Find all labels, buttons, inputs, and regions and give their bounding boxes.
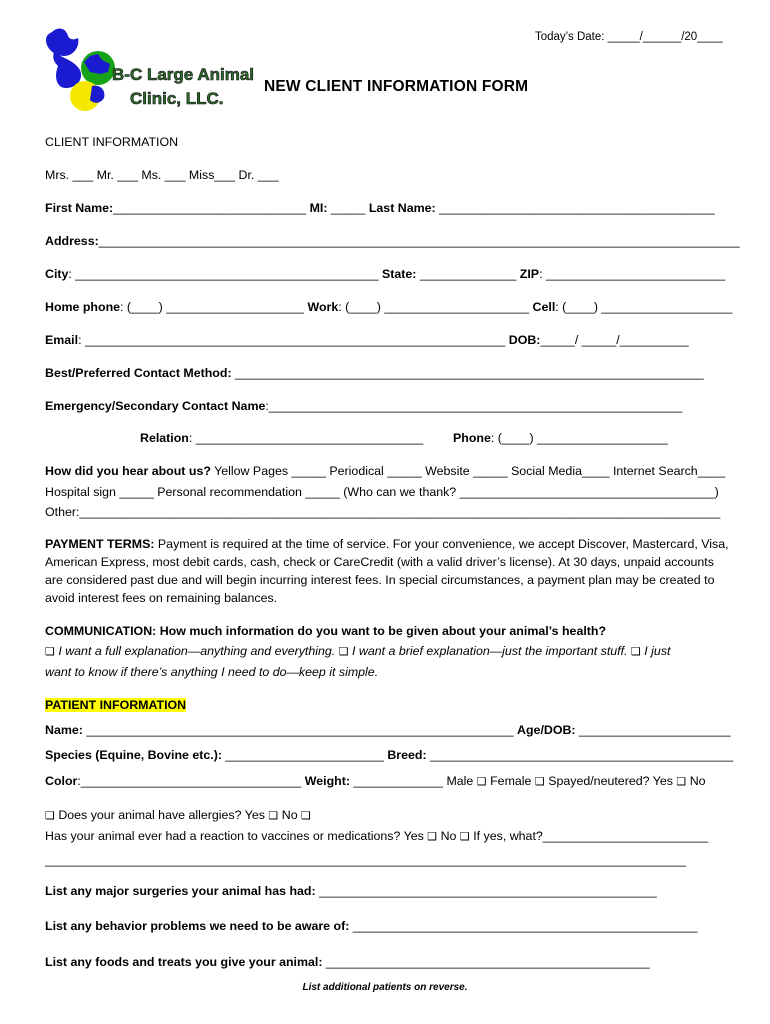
allergies-no-label: No [281,808,298,822]
referral-other-label: Other: [45,505,80,519]
patient-info-heading: PATIENT INFORMATION [45,698,187,712]
allergies-label: Does your animal have allergies? Yes [58,808,265,822]
first-name-label: First Name: [45,201,114,215]
relation-field[interactable]: : _________________________________ [188,431,424,445]
city-label: City [45,267,69,281]
relation-phone-label: Phone [453,431,491,445]
patient-name-label: Name: [45,723,83,737]
referral-other-field[interactable]: _____________________________________________________________________________________________ [79,505,721,519]
clinic-logo [40,24,255,120]
phones-row [45,299,732,315]
communication-options-row [45,643,670,660]
referral-options-1[interactable]: Yellow Pages _____ Periodical _____ Website _____ Social Media____ Internet Search____ [210,464,726,478]
if-yes-field[interactable]: ________________________ [542,829,709,843]
city-field[interactable]: : ____________________________________________ [68,267,379,281]
comm-option-brief: I want a brief explanation—just the important stuff. [352,644,628,658]
comm-option-simple-a: I just [644,644,671,658]
form-title: NEW CLIENT INFORMATION FORM [264,78,529,95]
relation-label: Relation [140,431,189,445]
state-field[interactable]: ______________ [419,267,517,281]
relation-phone-field[interactable]: : (____) ___________________ [490,431,668,445]
last-name-field[interactable]: ________________________________________ [439,201,715,215]
foods-label: List any foods and treats you give your animal: [45,955,323,969]
comm-option-full: I want a full explanation—anything and everything. [58,644,336,658]
todays-date-line: Today’s Date: _____/______/20____ [535,31,723,43]
last-name-label: Last Name: [368,201,436,215]
home-phone-field[interactable]: : (____) ____________________ [120,300,305,314]
payment-terms-paragraph [45,535,735,607]
city-state-zip-row [45,266,725,282]
contact-method-label: Best/Preferred Contact Method: [45,366,232,380]
spayed-yes-checkbox-icon[interactable]: ❑ [676,775,687,788]
client-info-heading: CLIENT INFORMATION [45,135,179,149]
behavior-row [45,918,697,934]
spayed-label: Spayed/neutered? Yes [548,774,673,788]
emergency-contact-label: Emergency/Secondary Contact Name [45,399,266,413]
surgeries-label: List any major surgeries your animal has had: [45,884,316,898]
checkbox-icon[interactable]: ❑ [45,645,55,658]
reaction-label: Has your animal ever had a reaction to vaccines or medications? Yes [45,829,424,843]
female-checkbox-icon[interactable]: ❑ [534,775,545,788]
breed-label: Breed: [387,748,427,762]
payment-terms-text: Payment is required at the time of service. For your convenience, we accept Discover, Mastercard, Visa, American Express, most debit cards, cash, check or CareCredit (with a valid driver’s license). At 30 days, unpaid accounts are considered past due and will begin incurring interest fees. In special circumstances, a payment plan may be created to avoid interest fees on remaining balances. [45,537,729,605]
logo-blue-shape-bottom [53,52,81,88]
home-phone-label: Home phone [45,300,121,314]
contact-method-field[interactable]: ____________________________________________________________________ [231,366,704,380]
reaction-yes-checkbox-icon[interactable]: ❑ [427,830,438,843]
communication-row [45,623,606,639]
foods-field[interactable]: _______________________________________________ [322,955,650,969]
behavior-label: List any behavior problems we need to be aware of: [45,919,350,933]
species-breed-row [45,747,733,763]
state-label: State: [381,267,417,281]
patient-name-row [45,722,731,738]
male-checkbox-icon[interactable]: ❑ [476,775,487,788]
allergies-checkbox-icon[interactable]: ❑ [45,809,55,822]
email-label: Email [45,333,79,347]
communication-question: How much information do you want to be given about your animal’s health? [156,624,607,638]
email-field[interactable]: : _____________________________________________________________ [78,333,506,347]
female-label: Female [490,774,532,788]
surgeries-field[interactable]: _________________________________________________ [315,884,657,898]
relation-phone-row [453,430,668,446]
payment-terms-label: PAYMENT TERMS: [45,537,155,551]
logo-text-line2: Clinic, LLC. [130,89,224,108]
logo-blue-accent [90,86,104,103]
referral-question: How did you hear about us? [45,464,211,478]
name-row [45,200,715,216]
cell-phone-field[interactable]: : (____) ___________________ [555,300,733,314]
communication-heading: COMMUNICATION: [45,624,157,638]
species-label: Species (Equine, Bovine etc.): [45,748,222,762]
cell-phone-label: Cell [532,300,556,314]
salutation-options: Mrs. ___ Mr. ___ Ms. ___ Miss___ Dr. ___ [45,168,279,182]
address-row [45,233,740,249]
allergies-no-checkbox-icon[interactable]: ❑ [301,809,311,822]
emergency-contact-row [45,398,682,414]
foods-row [45,954,650,970]
dob-field[interactable]: _____/ _____/__________ [540,333,689,347]
relation-row [140,430,423,446]
footer-note: List additional patients on reverse. [302,982,468,993]
zip-label: ZIP [519,267,540,281]
reaction-no-label: No [440,829,457,843]
logo-text-line1: B-C Large Animal [112,65,255,84]
work-phone-label: Work [307,300,339,314]
spayed-no-label: No [689,774,706,788]
referral-options-2[interactable]: Hospital sign _____ Personal recommendation _____ (Who can we thank? _____________________________________) [45,485,719,499]
age-dob-label: Age/DOB: [517,723,576,737]
checkbox-icon[interactable]: ❑ [338,645,349,658]
address-label: Address: [45,234,99,248]
checkbox-icon[interactable]: ❑ [630,645,641,658]
comm-option-simple-b: want to know if there’s anything I need to do—keep it simple. [45,665,379,679]
species-field[interactable]: _______________________ [221,748,384,762]
logo-blue-shape-top [46,29,78,56]
color-weight-sex-row [45,773,706,790]
weight-label: Weight: [304,774,350,788]
allergies-row [45,807,311,824]
address-field[interactable]: _____________________________________________________________________________________________ [98,234,740,248]
behavior-field[interactable]: __________________________________________________ [349,919,698,933]
first-name-field[interactable]: ____________________________ [113,201,307,215]
referral-other-row [45,504,720,520]
color-field[interactable]: :________________________________ [77,774,302,788]
contact-method-row [45,365,704,381]
weight-field[interactable]: _____________ [349,774,444,788]
mi-field[interactable]: _____ [330,201,366,215]
work-phone-field[interactable]: : (____) _____________________ [338,300,530,314]
if-yes-label: If yes, what? [473,829,543,843]
zip-field[interactable]: : __________________________ [539,267,726,281]
emergency-contact-field[interactable]: :____________________________________________________________ [265,399,683,413]
referral-row-1 [45,463,725,479]
dob-label: DOB: [508,333,541,347]
reaction-row [45,828,708,845]
male-label: Male [446,774,474,788]
age-dob-field[interactable]: ______________________ [575,723,731,737]
patient-info-heading-row [45,697,186,713]
reaction-details-field[interactable]: _____________________________________________________________________________________________ [45,853,686,867]
allergies-yes-checkbox-icon[interactable]: ❑ [268,809,279,822]
reaction-no-checkbox-icon[interactable]: ❑ [459,830,470,843]
surgeries-row [45,883,657,899]
color-label: Color [45,774,78,788]
patient-name-field[interactable]: ______________________________________________________________ [82,723,514,737]
email-dob-row [45,332,689,348]
breed-field[interactable]: ____________________________________________ [426,748,734,762]
mi-label: MI: [309,201,328,215]
